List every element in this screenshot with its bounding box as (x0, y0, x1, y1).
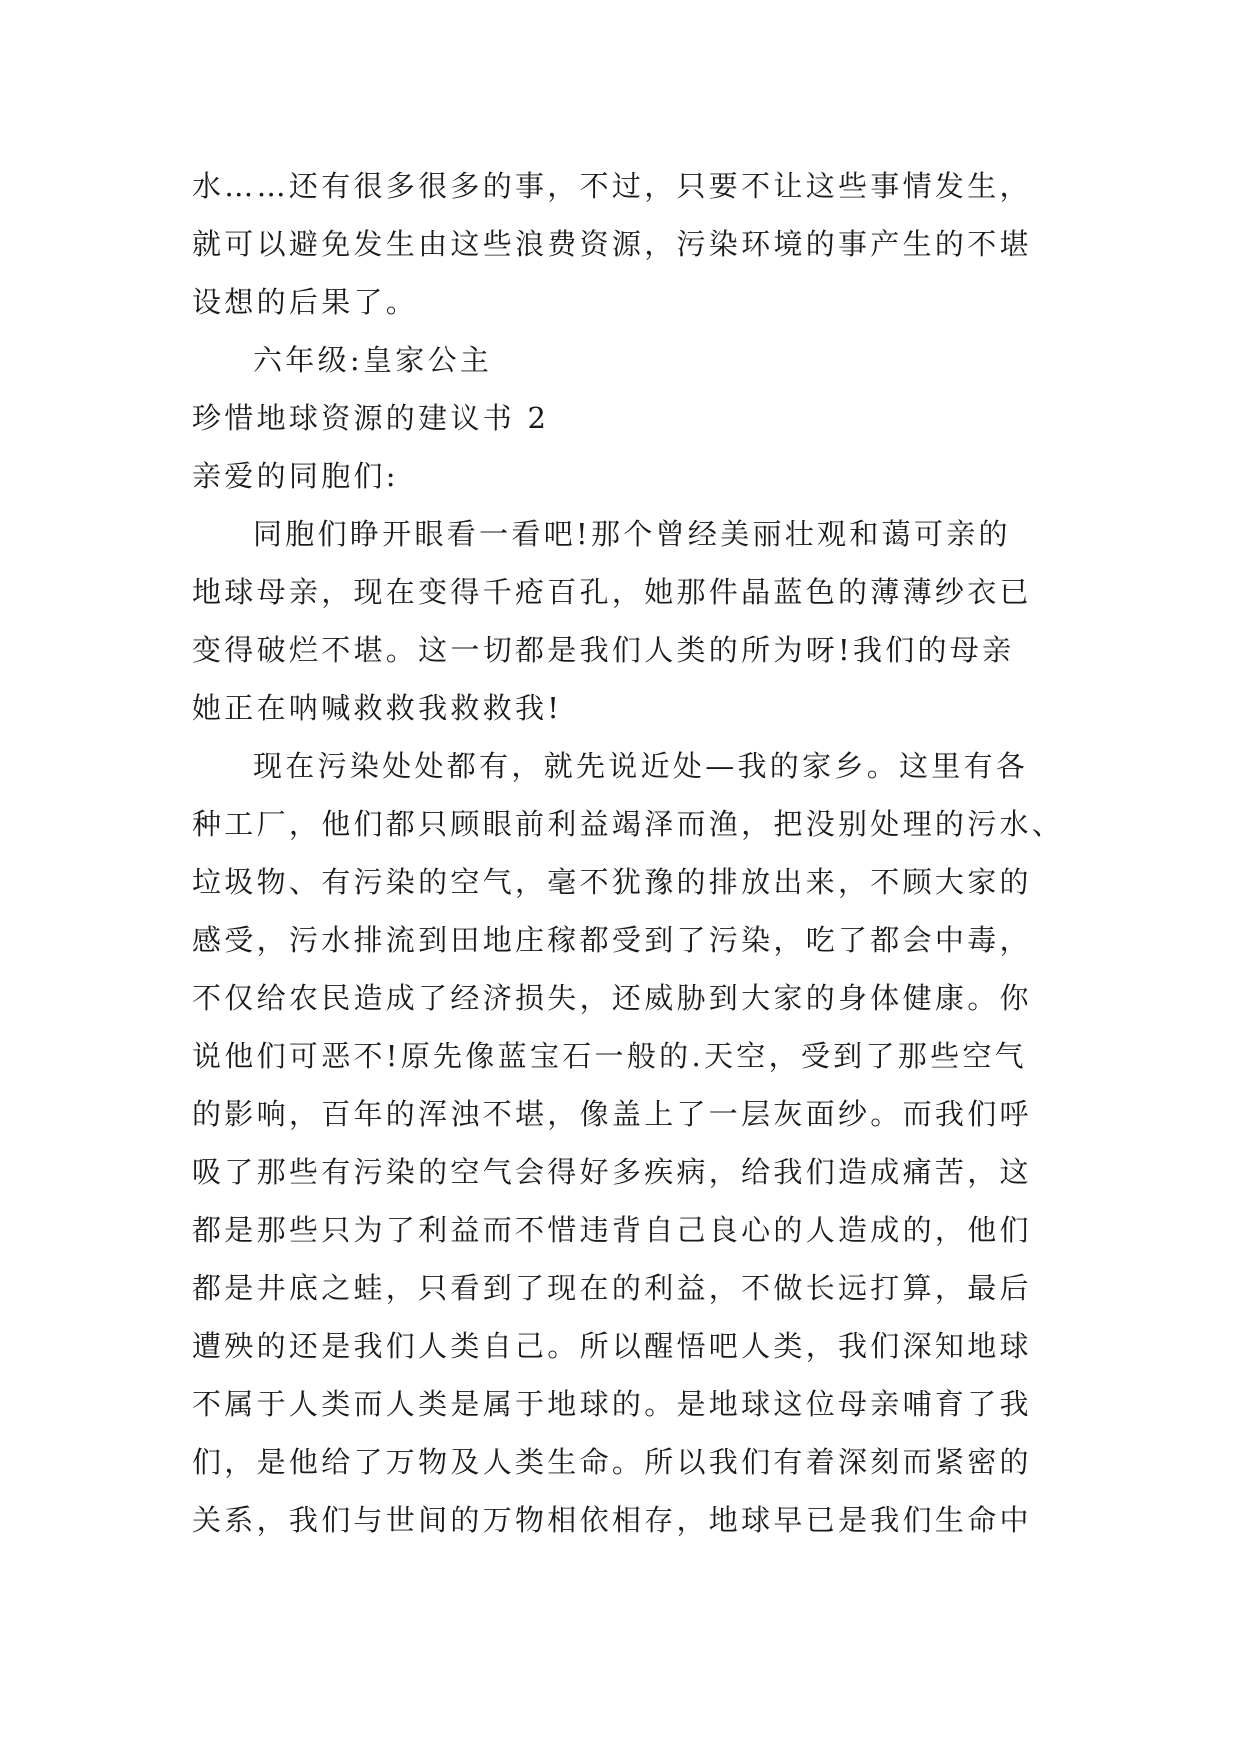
text-line: 垃圾物、有污染的空气，毫不犹豫的排放出来，不顾大家的 (192, 865, 1032, 899)
text-line: 们，是他给了万物及人类生命。所以我们有着深刻而紧密的 (192, 1445, 1032, 1479)
salutation: 亲爱的同胞们: (192, 459, 399, 493)
text-line: 地球母亲，现在变得千疮百孔，她那件晶蓝色的薄薄纱衣已 (192, 575, 1032, 609)
text-line: 同胞们睁开眼看一看吧!那个曾经美丽壮观和蔼可亲的 (253, 517, 1011, 551)
text-line: 不仅给农民造成了经济损失，还威胁到大家的身体健康。你 (192, 981, 1032, 1015)
text-line: 设想的后果了。 (192, 285, 419, 319)
text-line: 吸了那些有污染的空气会得好多疾病，给我们造成痛苦，这 (192, 1155, 1032, 1189)
text-line: 种工厂，他们都只顾眼前利益竭泽而渔，把没别处理的污水、 (192, 807, 1065, 841)
text-line: 的影响，百年的浑浊不堪，像盖上了一层灰面纱。而我们呼 (192, 1097, 1032, 1131)
text-line: 她正在呐喊救救我救救我! (192, 691, 563, 725)
text-line: 都是那些只为了利益而不惜违背自己良心的人造成的，他们 (192, 1213, 1032, 1247)
text-line: 现在污染处处都有，就先说近处—我的家乡。这里有各 (253, 749, 1029, 783)
section-title: 珍惜地球资源的建议书 2 (192, 401, 550, 435)
text-line: 遭殃的还是我们人类自己。所以醒悟吧人类，我们深知地球 (192, 1329, 1032, 1363)
text-line: 不属于人类而人类是属于地球的。是地球这位母亲哺育了我 (192, 1387, 1032, 1421)
text-line: 说他们可恶不!原先像蓝宝石一般的.天空，受到了那些空气 (192, 1039, 1027, 1073)
text-line: 变得破烂不堪。这一切都是我们人类的所为呀!我们的母亲 (192, 633, 1015, 667)
text-line: 都是井底之蛙，只看到了现在的利益，不做长远打算，最后 (192, 1271, 1032, 1305)
text-line: 水……还有很多很多的事，不过，只要不让这些事情发生， (192, 169, 1032, 203)
author-line: 六年级:皇家公主 (253, 343, 493, 377)
text-line: 就可以避免发生由这些浪费资源，污染环境的事产生的不堪 (192, 227, 1032, 261)
text-line: 感受，污水排流到田地庄稼都受到了污染，吃了都会中毒， (192, 923, 1032, 957)
text-line: 关系，我们与世间的万物相依相存，地球早已是我们生命中 (192, 1503, 1032, 1537)
